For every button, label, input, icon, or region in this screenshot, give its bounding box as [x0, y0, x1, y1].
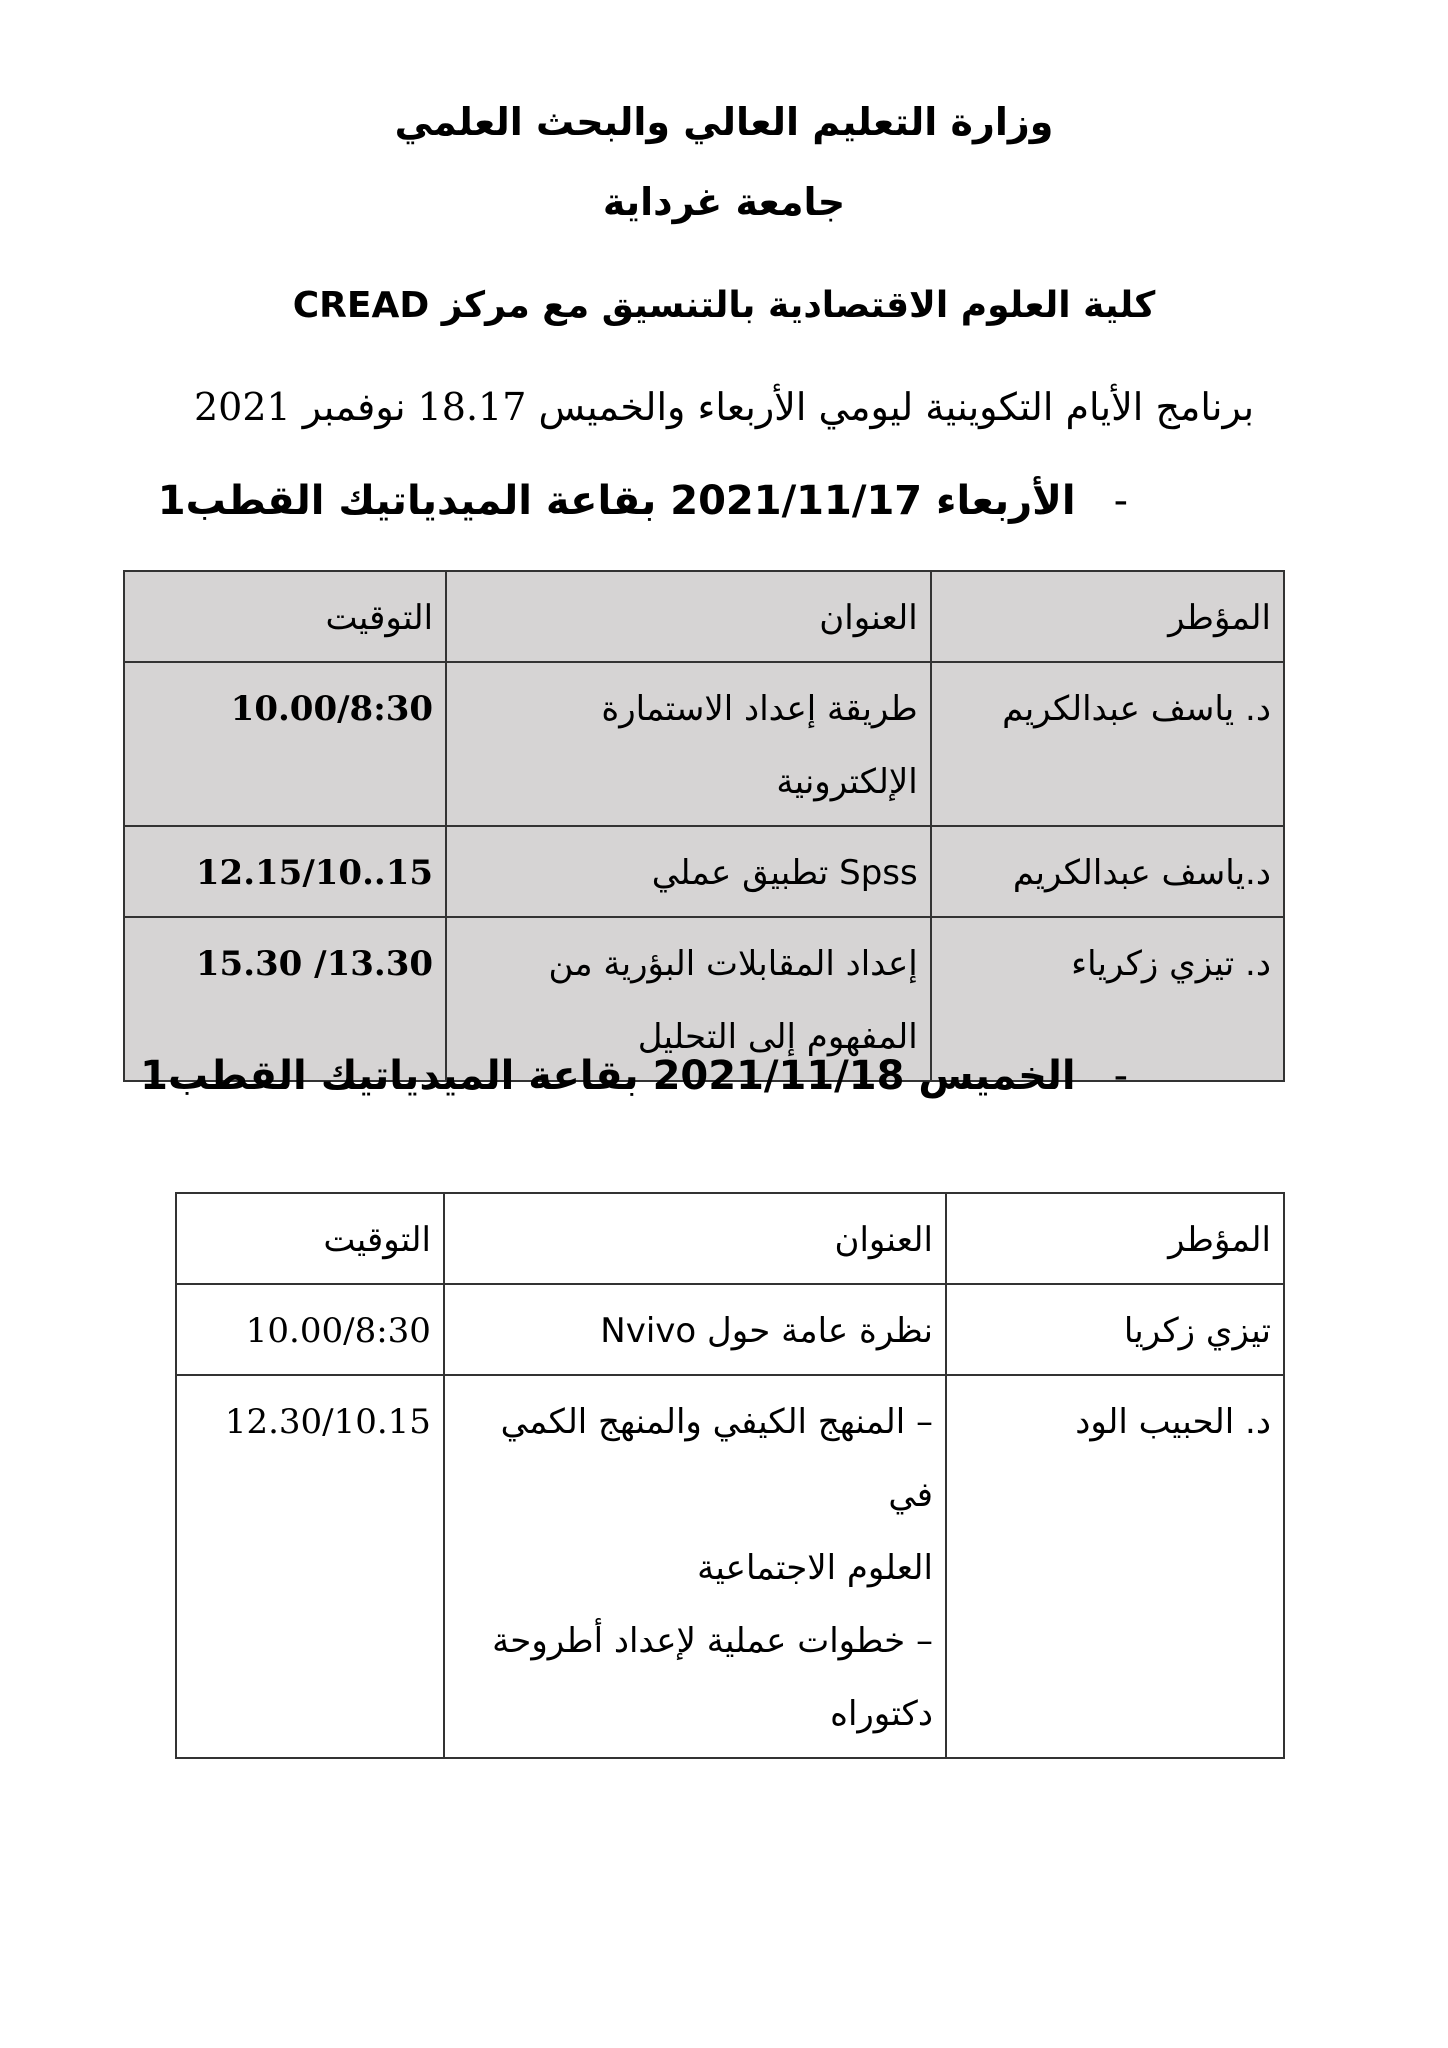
table-header-row [176, 1193, 1284, 1284]
day1-heading [157, 478, 1128, 524]
time-cell: 10.00/8:30 [176, 1284, 444, 1375]
trainer-cell: تيزي زكريا [946, 1284, 1284, 1375]
table-row [124, 662, 1284, 826]
trainer-cell: د.ياسف عبدالكريم [931, 826, 1284, 917]
faculty-title: كلية العلوم الاقتصادية بالتنسيق مع مركز CREAD [292, 285, 1156, 326]
table-row [176, 1284, 1284, 1375]
table-header-row [124, 571, 1284, 662]
program-title: برنامج الأيام التكوينية ليومي الأربعاء والخميس 18.17 نوفمبر 2021 [193, 385, 1255, 429]
header-title: العنوان [446, 571, 931, 662]
time-cell: 12.30/10.15 [176, 1375, 444, 1758]
trainer-cell: د. الحبيب الود [946, 1375, 1284, 1758]
header-title: العنوان [444, 1193, 946, 1284]
title-line: العلوم الاجتماعية [697, 1548, 933, 1588]
day2-title: الخميس 2021/11/18 بقاعة الميدياتيك القطب1 [140, 1053, 1076, 1099]
header-trainer: المؤطر [931, 571, 1284, 662]
trainer-cell: د. ياسف عبدالكريم [931, 662, 1284, 826]
title-cell [444, 1375, 946, 1758]
day2-dash: - [1113, 1053, 1128, 1099]
time-cell: 12.15/10..15 [124, 826, 446, 917]
trainer-cell: د. تيزي زكرياء [931, 917, 1284, 1081]
title-line: المفهوم إلى التحليل [637, 1017, 918, 1057]
header-time: التوقيت [124, 571, 446, 662]
title-line: – المنهج الكيفي والمنهج الكمي في [500, 1402, 933, 1515]
time-cell: 15.30 /13.30 [124, 917, 446, 1081]
title-line: دكتوراه [830, 1694, 933, 1734]
title-line: إعداد المقابلات البؤرية من [548, 944, 918, 984]
title-cell: نظرة عامة حول Nvivo [444, 1284, 946, 1375]
title-cell: Spss تطبيق عملي [446, 826, 931, 917]
header-trainer: المؤطر [946, 1193, 1284, 1284]
time-cell: 10.00/8:30 [124, 662, 446, 826]
day1-title: الأربعاء 2021/11/17 بقاعة الميدياتيك القطب1 [157, 478, 1076, 524]
title-cell: طريقة إعداد الاستمارة الإلكترونية [446, 662, 931, 826]
day2-heading [140, 1053, 1128, 1099]
header-time: التوقيت [176, 1193, 444, 1284]
day1-schedule-table [123, 570, 1285, 1082]
table-row [124, 826, 1284, 917]
day1-dash: - [1113, 478, 1128, 524]
title-line: – خطوات عملية لإعداد أطروحة [492, 1621, 933, 1661]
table-row [176, 1375, 1284, 1758]
ministry-title: وزارة التعليم العالي والبحث العلمي [394, 100, 1054, 144]
university-title: جامعة غرداية [602, 180, 846, 224]
day2-schedule-table [175, 1192, 1285, 1759]
